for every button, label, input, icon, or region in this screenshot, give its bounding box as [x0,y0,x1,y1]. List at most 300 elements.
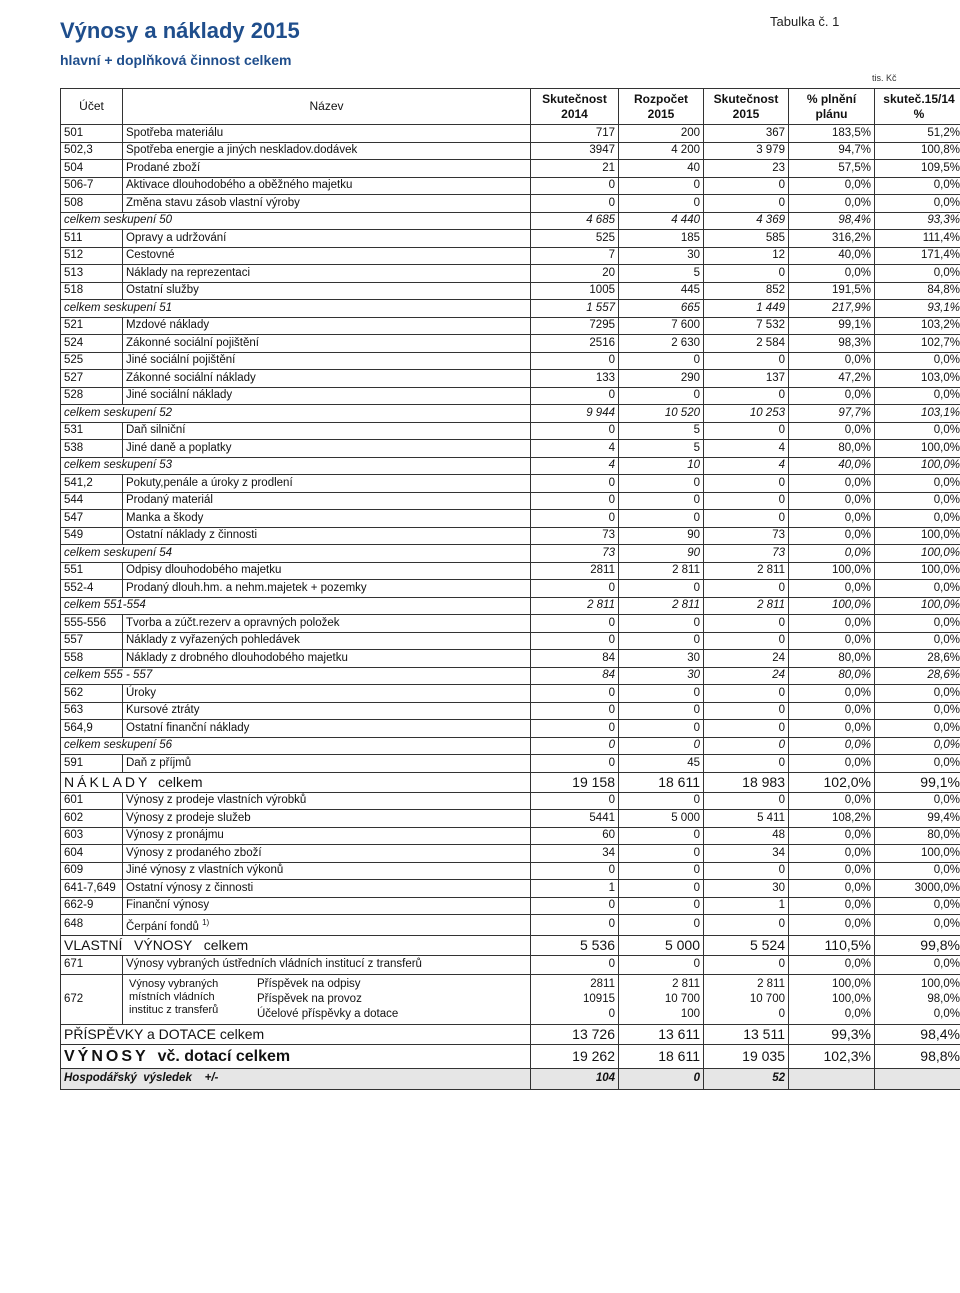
cell-value: 0,0% [789,510,875,528]
subtotal-label: celkem seskupení 53 [61,457,531,475]
cell-value: 0,0% [875,265,960,283]
naklady-total-row [61,772,960,792]
cell-value: 98,8% [875,1044,960,1068]
cell-value: 99,1% [789,317,875,335]
cell-nazev: Náklady z vyřazených pohledávek [123,632,531,650]
cell-value: 90 [619,545,704,563]
cell-value: 0,0% [875,632,960,650]
prispevky-total-label: PŘÍSPĚVKY a DOTACE celkem [61,1024,531,1044]
cell-nazev: Výnosy vybraných ústředních vládních institucí z transferů [123,955,531,974]
cell-value: 13 511 [704,1024,789,1044]
cell-value: 0,0% [789,737,875,755]
cell-value: 45 [619,755,704,773]
cell-value: 0 [704,792,789,810]
report-table [60,88,960,1090]
cell-value: 80,0% [789,650,875,668]
cell-ucet: 521 [61,317,123,335]
cell-value: 0 [619,1068,704,1089]
table-row [61,265,960,283]
cell-ucet: 662-9 [61,897,123,915]
cell-ucet: 504 [61,160,123,178]
cell-value: 4 369 [704,212,789,230]
cell-ucet: 563 [61,702,123,720]
cell-value: 5 411 [704,810,789,828]
cell-value: 21 [531,160,619,178]
cell-value: 0,0% [789,352,875,370]
cell-value: 137 [704,370,789,388]
cell-value: 0,0% [789,755,875,773]
cell-value: 0 [704,720,789,738]
table-row [61,580,960,598]
table-row [61,685,960,703]
cell-values-c5: 100,0% 98,0% 0,0% [875,974,960,1024]
page-subtitle: hlavní + doplňková činnost celkem [60,52,292,68]
cell-value: 0,0% [875,580,960,598]
cell-value: 445 [619,282,704,300]
vynosy-total-row [61,1044,960,1068]
cell-nazev: Ostatní výnosy z činnosti [123,880,531,898]
subtotal-row [61,597,960,615]
cell-value: 57,5% [789,160,875,178]
cell-value: 102,3% [789,1044,875,1068]
cell-nazev: Manka a škody [123,510,531,528]
cell-value: 19 158 [531,772,619,792]
cell-nazev: Daň z příjmů [123,755,531,773]
cell-value: 0,0% [789,387,875,405]
cell-value: 0 [531,685,619,703]
cell-value: 133 [531,370,619,388]
cell-nazev: Ostatní náklady z činnosti [123,527,531,545]
cell-value: 717 [531,125,619,143]
cell-value: 0 [531,177,619,195]
cell-value: 97,7% [789,405,875,423]
cell-value: 852 [704,282,789,300]
table-number: Tabulka č. 1 [770,14,840,29]
subtotal-row [61,457,960,475]
cell-empty [789,1068,875,1089]
cell-ucet: 603 [61,827,123,845]
cell-value: 100,8% [875,142,960,160]
cell-nazev: Výnosy z pronájmu [123,827,531,845]
cell-ucet: 508 [61,195,123,213]
table-row [61,387,960,405]
cell-value: 0,0% [789,915,875,936]
cell-value: 0,0% [789,615,875,633]
cell-nazev: Spotřeba materiálu [123,125,531,143]
cell-value: 100,0% [789,597,875,615]
cell-value: 73 [531,527,619,545]
cell-value: 5 [619,440,704,458]
cell-value: 0 [619,897,704,915]
subtotal-row [61,737,960,755]
subtotal-row [61,212,960,230]
cell-value: 10 [619,457,704,475]
cell-nazev: Prodaný materiál [123,492,531,510]
cell-value: 0,0% [875,387,960,405]
footnote-mark: 1) [202,918,210,927]
hv-label: Hospodářský výsledek +/- [61,1068,531,1089]
cell-value: 3947 [531,142,619,160]
cell-value: 0,0% [875,702,960,720]
cell-value: 0,0% [875,862,960,880]
cell-ucet: 602 [61,810,123,828]
cell-value: 24 [704,650,789,668]
cell-nazev: Prodaný dlouh.hm. a nehm.majetek + pozemky [123,580,531,598]
cell-value: 23 [704,160,789,178]
cell-value: 0,0% [789,475,875,493]
cell-ucet: 524 [61,335,123,353]
cell-value: 0 [619,737,704,755]
cell-value: 0,0% [875,792,960,810]
cell-value: 80,0% [789,440,875,458]
cell-value: 103,0% [875,370,960,388]
subtotal-label: celkem seskupení 56 [61,737,531,755]
col-ucet: Účet [61,89,123,125]
cell-nazev: Tvorba a zúčt.rezerv a opravných položek [123,615,531,633]
cell-nazev: Kursové ztráty [123,702,531,720]
cell-value: 100,0% [875,545,960,563]
cell-nazev: Výnosy z prodeje služeb [123,810,531,828]
cell-empty [875,1068,960,1089]
cell-value: 40,0% [789,457,875,475]
cell-value: 0 [619,792,704,810]
cell-value: 94,7% [789,142,875,160]
row672-left-label: Výnosy vybraných místních vládních instituc z transferů [129,977,219,1016]
cell-value: 24 [704,667,789,685]
cell-value: 98,3% [789,335,875,353]
cell-value: 0,0% [875,915,960,936]
cell-value: 73 [704,545,789,563]
cell-value: 0,0% [789,720,875,738]
cell-value: 0,0% [789,792,875,810]
cell-ucet: 564,9 [61,720,123,738]
cell-value: 84,8% [875,282,960,300]
cell-value: 104 [531,1068,619,1089]
cell-value: 111,4% [875,230,960,248]
cell-value: 10 253 [704,405,789,423]
cell-value: 0,0% [789,845,875,863]
cell-value: 4 685 [531,212,619,230]
cell-value: 665 [619,300,704,318]
cell-value: 0 [704,387,789,405]
cell-value: 0,0% [789,580,875,598]
cell-value: 0 [531,632,619,650]
cell-value: 40 [619,160,704,178]
table-row [61,650,960,668]
cell-value: 100,0% [875,440,960,458]
subtotal-row [61,667,960,685]
cell-value: 0 [619,352,704,370]
cell-value: 98,4% [789,212,875,230]
col-skutecnost-2015: Skutečnost 2015 [704,89,789,125]
cell-value: 0 [619,827,704,845]
cell-value: 0 [704,862,789,880]
cell-value: 0,0% [875,755,960,773]
cell-value: 0,0% [875,720,960,738]
cell-ucet: 527 [61,370,123,388]
subtotal-label: celkem 551-554 [61,597,531,615]
cell-value: 0 [619,862,704,880]
subtotal-label: celkem seskupení 54 [61,545,531,563]
cell-value: 316,2% [789,230,875,248]
income-rows [61,792,960,935]
subtotal-label: celkem 555 - 557 [61,667,531,685]
cell-value: 0,0% [875,177,960,195]
cell-value: 0 [619,685,704,703]
cell-value: 183,5% [789,125,875,143]
cell-value: 102,7% [875,335,960,353]
cell-value: 7 532 [704,317,789,335]
cell-value: 0 [531,737,619,755]
cell-ucet: 513 [61,265,123,283]
cell-ucet: 591 [61,755,123,773]
cell-value: 0,0% [789,527,875,545]
cell-nazev: Výnosy z prodaného zboží [123,845,531,863]
cell-values-c3: 2 811 10 700 0 [704,974,789,1024]
cell-value: 103,2% [875,317,960,335]
cell-value: 99,3% [789,1024,875,1044]
cell-value: 28,6% [875,650,960,668]
cell-value: 367 [704,125,789,143]
cell-value: 3 979 [704,142,789,160]
cell-ucet: 609 [61,862,123,880]
table-row [61,720,960,738]
cell-value: 0 [531,755,619,773]
cell-value: 5 000 [619,935,704,955]
cell-nazev: Jiné výnosy z vlastních výkonů [123,862,531,880]
cell-nazev: Pokuty,penále a úroky z prodlení [123,475,531,493]
cell-value: 0,0% [789,632,875,650]
cell-value: 110,5% [789,935,875,955]
cell-value: 0 [619,475,704,493]
cell-value: 0,0% [875,615,960,633]
cell-ucet: 501 [61,125,123,143]
cell-value: 0 [704,685,789,703]
table-row [61,702,960,720]
cell-value: 99,4% [875,810,960,828]
cell-value: 0,0% [789,195,875,213]
cell-value: 0,0% [789,880,875,898]
cell-ucet: 562 [61,685,123,703]
cell-value: 0,0% [789,492,875,510]
cell-value: 12 [704,247,789,265]
cell-value: 40,0% [789,247,875,265]
cell-ucet: 512 [61,247,123,265]
cell-value: 51,2% [875,125,960,143]
vlastni-vynosy-total-row [61,935,960,955]
table-row [61,422,960,440]
table-row [61,827,960,845]
cell-value: 2 811 [619,562,704,580]
cell-nazev: Daň silniční [123,422,531,440]
table-row [61,792,960,810]
col-skutec-15-14: skuteč.15/14 % [875,89,960,125]
table-row [61,897,960,915]
cell-value: 100,0% [789,562,875,580]
cell-value: 0 [704,632,789,650]
cell-ucet: 538 [61,440,123,458]
cell-value: 7295 [531,317,619,335]
cell-value: 19 035 [704,1044,789,1068]
cell-value: 4 [704,440,789,458]
cell-value: 0 [619,632,704,650]
cell-values-c1: 2811 10915 0 [531,974,619,1024]
cell-value: 0 [531,792,619,810]
cell-value: 34 [531,845,619,863]
cell-value: 290 [619,370,704,388]
table-row [61,810,960,828]
subtotal-row [61,300,960,318]
cell-value: 5 000 [619,810,704,828]
cell-value: 2 811 [619,597,704,615]
cell-value: 4 200 [619,142,704,160]
cell-value: 84 [531,650,619,668]
cell-value: 100,0% [875,457,960,475]
cell-value: 0 [619,195,704,213]
cell-value: 13 726 [531,1024,619,1044]
cell-value: 0 [531,492,619,510]
cell-ucet: 552-4 [61,580,123,598]
cell-value: 93,1% [875,300,960,318]
cell-nazev: Jiné daně a poplatky [123,440,531,458]
cell-ucet: 502,3 [61,142,123,160]
cell-ucet: 641-7,649 [61,880,123,898]
cell-value: 0,0% [789,897,875,915]
cell-value: 0,0% [875,897,960,915]
cell-value: 7 600 [619,317,704,335]
vynosy-total-label: VÝNOSY vč. dotací celkem [61,1044,531,1068]
cell-value: 200 [619,125,704,143]
cell-value: 48 [704,827,789,845]
cell-value: 525 [531,230,619,248]
table-row [61,862,960,880]
cell-value: 80,0% [789,667,875,685]
table-row [61,125,960,143]
naklady-total-label: NÁKLADY celkem [61,772,531,792]
cell-value: 0,0% [789,422,875,440]
table-row [61,492,960,510]
cell-value: 0 [619,492,704,510]
cell-ucet: 557 [61,632,123,650]
table-row [61,370,960,388]
cell-value: 2 811 [531,597,619,615]
table-row [61,230,960,248]
cell-value: 0 [704,615,789,633]
cell-value: 80,0% [875,827,960,845]
cell-value: 30 [619,247,704,265]
cell-nazev: Finanční výnosy [123,897,531,915]
income-section [61,935,960,1089]
cell-value: 0 [619,387,704,405]
table-row [61,475,960,493]
cell-value: 0,0% [789,265,875,283]
cell-value: 3000,0% [875,880,960,898]
cell-value: 0 [619,845,704,863]
cell-value: 20 [531,265,619,283]
cell-value: 4 440 [619,212,704,230]
cell-value: 5441 [531,810,619,828]
table-row [61,880,960,898]
cell-value: 0 [531,955,619,974]
cell-value: 102,0% [789,772,875,792]
cell-value: 0 [704,492,789,510]
cell-value: 0 [704,352,789,370]
cell-value: 185 [619,230,704,248]
cell-value: 0 [531,615,619,633]
cell-value: 2 811 [704,562,789,580]
cell-ucet: 506-7 [61,177,123,195]
cell-value: 4 [531,440,619,458]
cell-value: 1 449 [704,300,789,318]
cell-value: 100,0% [875,845,960,863]
cell-nazev: Zákonné sociální náklady [123,370,531,388]
table-row [61,352,960,370]
cell-value: 0 [704,510,789,528]
cell-value: 1005 [531,282,619,300]
cell-value: 0 [619,915,704,936]
cell-value: 0,0% [875,352,960,370]
cell-value: 0 [704,195,789,213]
cell-value: 30 [619,667,704,685]
cell-value: 0 [704,580,789,598]
cell-value: 0,0% [789,702,875,720]
cell-value: 0,0% [875,422,960,440]
subtotal-label: celkem seskupení 51 [61,300,531,318]
hospodarsky-vysledek-row [61,1068,960,1089]
cell-value: 0,0% [875,685,960,703]
cell-value: 0 [619,580,704,598]
cell-ucet: 549 [61,527,123,545]
cell-value: 171,4% [875,247,960,265]
cell-value: 0 [704,422,789,440]
cell-nazev: Jiné sociální pojištění [123,352,531,370]
cell-value: 191,5% [789,282,875,300]
cell-value: 4 [704,457,789,475]
cell-value: 1 [531,880,619,898]
cell-ucet: 528 [61,387,123,405]
cell-ucet: 541,2 [61,475,123,493]
cell-nazev: Ostatní finanční náklady [123,720,531,738]
cell-value: 0 [531,422,619,440]
cell-value: 0 [531,352,619,370]
cell-value: 60 [531,827,619,845]
cell-nazev-672 [123,974,531,1024]
cell-value: 10 520 [619,405,704,423]
cell-value: 0 [704,737,789,755]
cell-value: 5 [619,265,704,283]
cell-ucet: 555-556 [61,615,123,633]
cell-value: 0 [704,177,789,195]
cell-value: 108,2% [789,810,875,828]
subtotal-label: celkem seskupení 52 [61,405,531,423]
cell-value: 0,0% [789,827,875,845]
vlastni-vynosy-label: VLASTNÍ VÝNOSY celkem [61,935,531,955]
cell-value: 0 [704,475,789,493]
cell-value: 0 [704,702,789,720]
cell-value: 2 811 [704,597,789,615]
cell-ucet: 511 [61,230,123,248]
cell-nazev: Aktivace dlouhodobého a oběžného majetku [123,177,531,195]
cell-value: 90 [619,527,704,545]
cell-nazev: Opravy a udržování [123,230,531,248]
cell-value: 100,0% [875,562,960,580]
cell-value: 0 [531,475,619,493]
cell-value: 28,6% [875,667,960,685]
cell-value: 4 [531,457,619,475]
cell-value: 585 [704,230,789,248]
cell-values-c4: 100,0% 100,0% 0,0% [789,974,875,1024]
cell-value: 7 [531,247,619,265]
